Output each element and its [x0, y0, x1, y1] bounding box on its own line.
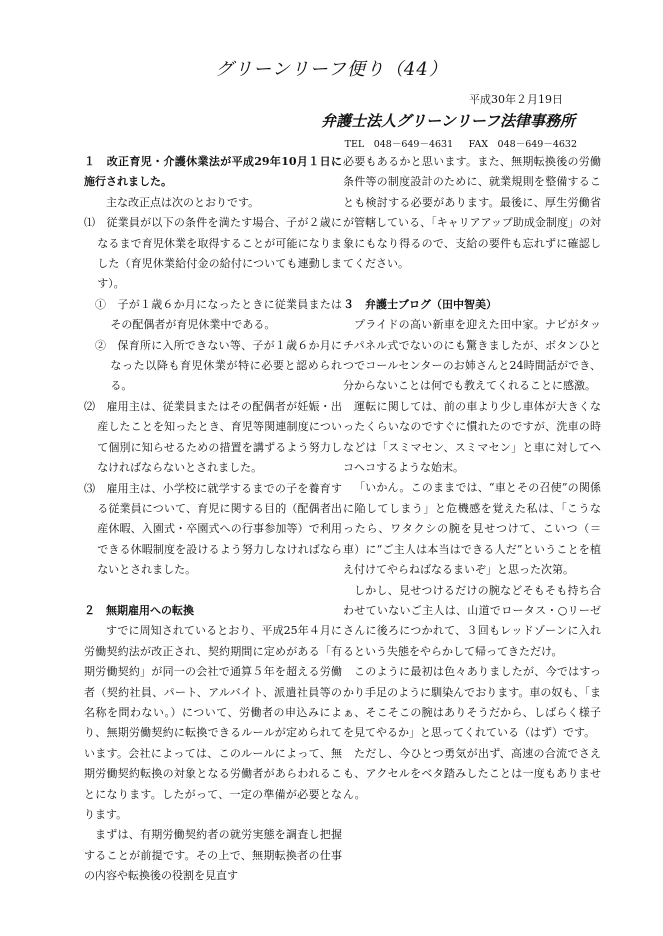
- section-1-item-2: ⑵ 雇用主は、従業員またはその配偶者が妊娠・出産したことを知ったとき、育児等関連制度について個別に知らせるための措置を講ずるよう努力しなければならないとされました。: [84, 399, 342, 475]
- issue-date: 平成30年２月19日: [469, 93, 563, 106]
- blog-paragraph-6: ただし、今ひとつ勇気が出ず、高速の合流でさえも、アクセルをベタ踏みしたことは一度もありません。: [343, 746, 601, 801]
- right-column: [343, 152, 601, 805]
- newsletter-title: グリーンリーフ便り（44）: [215, 59, 448, 80]
- section-3-heading: ３ 弁護士ブログ（田中智美）: [343, 297, 497, 311]
- section-2-paragraph-2: まずは、有期労働契約者の就労実態を調査し把握することが前提です。その上で、無期転換者の仕事の内容や転換後の役割を見直す: [84, 828, 342, 883]
- left-column: [84, 152, 342, 887]
- section-1-heading: １ 改正育児・介護休業法が平成29年10月１日に施行されました。: [84, 155, 342, 189]
- blog-paragraph-5: このように最初は色々ありましたが、今ではすっかり手足のように馴染んでおります。車の奴も、「まぁ、そこそこの腕はありそうだから、しばらく様子を見てやるか」と思ってくれている（はず）です。: [343, 665, 601, 740]
- section-2-continued: 必要もあるかと思います。また、無期転換後の労働条件等の制度設計のために、就業規則を整備することも検討する必要があります。最後に、厚生労働省が管轄している、「キャリアアップ助成金制度」の対象にもなり得るので、支給の要件も忘れずに確認してください。: [343, 155, 601, 271]
- section-1-item-1b: ② 保育所に入所できない等、子が１歳６か月になった以降も育児休業が特に必要と認められる。: [95, 338, 342, 393]
- firm-name: 弁護士法人グリーンリーフ法律事務所: [321, 112, 575, 130]
- blog-paragraph-2: 運転に関しては、前の車より少し車体が大きくなったくらいなのですぐに慣れたのですが、洗車の時などは「スミマセン、スミマセン」と車に対してヘコヘコするような始末。: [343, 399, 601, 475]
- section-1-item-3: ⑶ 雇用主は、小学校に就学するまでの子を養育する従業員について、育児に関する目的（配偶者出産休暇、入園式・卒園式への行事参加等）で利用できる休暇制度を設けるよう努力しなければならないとされました。: [84, 481, 342, 577]
- blog-paragraph-3: 「いかん。このままでは、“車とその召使”の関係に陥してしまう」と危機感を覚えた私は、「こうなったら、ワタクシの腕を見せつけて、こいつ（＝車）に“ご主人は本当はできる人だ”ということを植え付けてやらねばなるまいぞ」と思った次第。: [343, 481, 601, 577]
- contact-info: TEL 048－649－4631 FAX 048－649－4632: [344, 139, 577, 150]
- section-1-intro: 主な改正点は次のとおりです。: [106, 195, 260, 209]
- section-1-item-1: ⑴ 従業員が以下の条件を満たす場合、子が２歳になるまで育児休業を取得することが可能になりました（育児休業給付金の給付についても連動します）。: [84, 216, 342, 291]
- section-2-heading: ２ 無期雇用への転換: [84, 603, 194, 617]
- section-2-paragraph-1: すでに周知されているとおり、平成25年４月に労働契約法が改正され、契約期間に定めがある「有期労働契約」が同一の会社で通算５年を超える労働者（契約社員、パート、アルバイト、派遣社員等の名称を問わない。）について、労働者の申込みにより、無期労働契約に転換できるルールが定められています。会社によっては、このルールによって、無期労働契約転換の対象となる労働者があらわれることになります。したがって、一定の準備が必要となります。: [84, 624, 342, 821]
- blog-paragraph-1: プライドの高い新車を迎えた田中家。ナビがタッチパネル式でないのにも驚きましたが、ボタンひとつでコールセンターのお姉さんと24時間話ができ、分からないことは何でも教えてくれることに感激。: [343, 318, 601, 393]
- blog-paragraph-4: しかし、見せつけるだけの腕などそもそも持ち合わせていないご主人は、山道でロータス・○リーゼさんに後ろにつかれて、３回もレッドゾーンに入れるという失態をやらかして帰ってきただけ。: [343, 583, 601, 658]
- section-1-item-1a: ① 子が１歳６か月になったときに従業員またはその配偶者が育児休業中である。: [95, 297, 342, 332]
